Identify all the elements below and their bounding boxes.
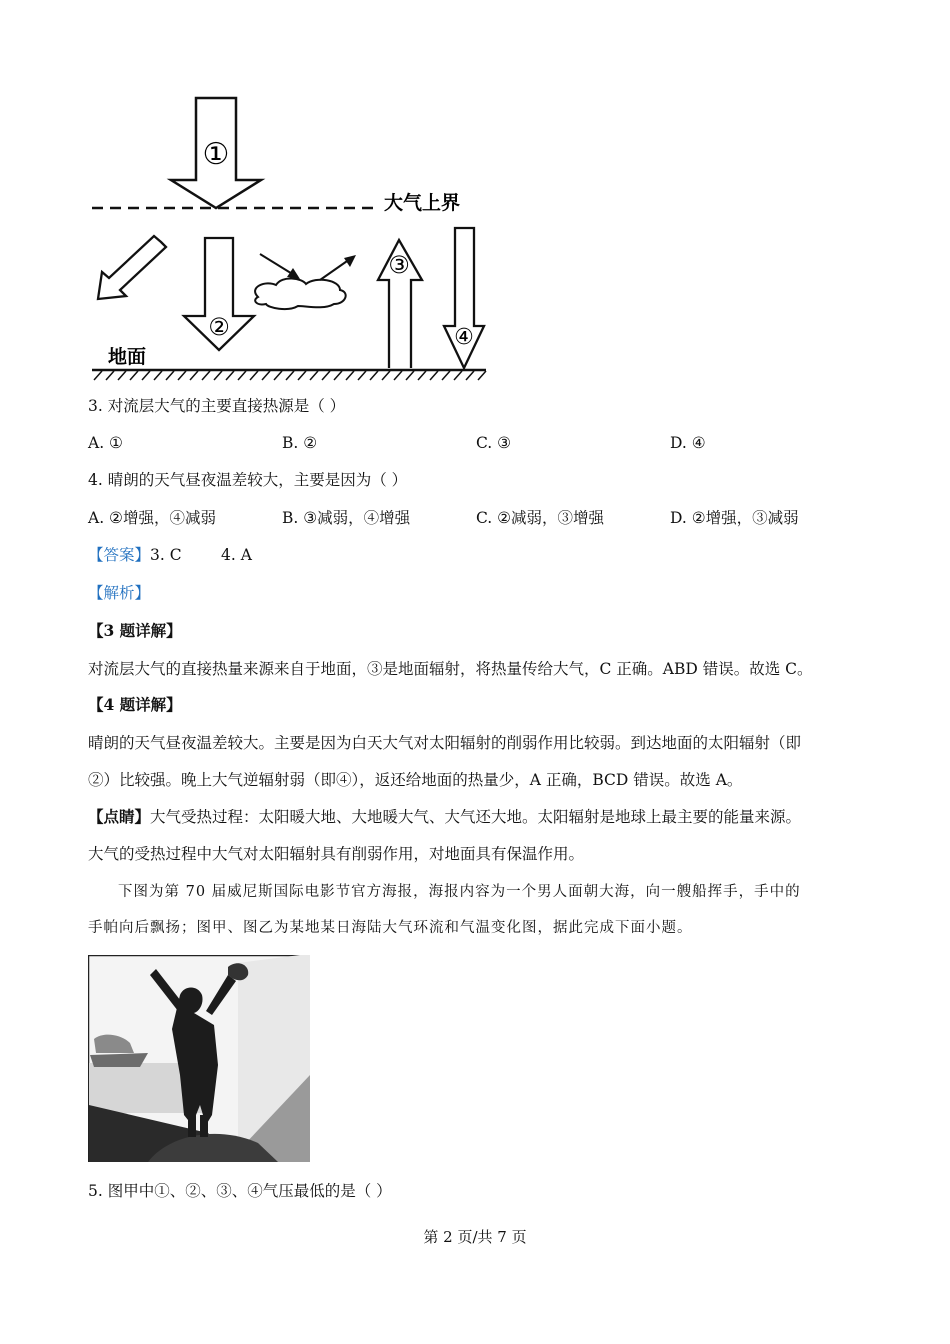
tip-tag: 【点睛】 [88,807,151,826]
q4-option-d[interactable]: D. ②增强，③减弱 [670,509,799,527]
analysis-tag: 【解析】 [88,584,151,602]
reflected-arrow [98,236,166,299]
q3-stem: 3. 对流层大气的主要直接热源是（ ） [88,397,346,415]
answer-tag: 【答案】 [88,546,151,564]
page-footer: 第 2 页/共 7 页 [423,1228,527,1246]
q4-stem: 4. 晴朗的天气昼夜温差较大，主要是因为（ ） [88,471,408,489]
detail4-tag: 【4 题详解】 [88,695,182,714]
boat [90,1053,148,1067]
detail3-tag: 【3 题详解】 [88,621,182,640]
arrow-1-mark: ① [202,137,230,172]
detail4-text-line1: 晴朗的天气昼夜温差较大。主要是因为白天大气对太阳辐射的削弱作用比较弱。到达地面的太阳辐射（即 [88,734,802,752]
tip-line1 [88,806,801,828]
cloud-incoming-arrow [260,254,294,275]
answer-text: 3. C 4. A [150,546,252,564]
answer-line [88,544,252,566]
q4-option-b[interactable]: B. ③减弱，④增强 [282,509,411,527]
tip-line2: 大气的受热过程中大气对太阳辐射具有削弱作用，对地面具有保温作用。 [88,845,585,863]
atmosphere-boundary-label: 大气上界 [384,192,461,214]
intro-line1: 下图为第 70 届威尼斯国际电影节官方海报，海报内容为一个男人面朝大海，向一艘船挥手，手中的 [118,884,801,900]
q4-option-a[interactable]: A. ②增强，④减弱 [88,509,216,527]
q3-option-c[interactable]: C. ③ [476,434,512,452]
ground-hatching [94,371,486,380]
cloud-shape [255,278,346,309]
cloud-outgoing-arrow [320,259,350,280]
ground-label: 地面 [108,346,147,368]
q4-option-c[interactable]: C. ②减弱，③增强 [476,509,605,527]
intro-line2: 手帕向后飘扬；图甲、图乙为某地某日海陆大气环流和气温变化图，据此完成下面小题。 [88,920,693,936]
detail3-text: 对流层大气的直接热量来源来自于地面，③是地面辐射，将热量传给大气，C 正确。ABD 错误。故选 C。 [88,660,813,678]
arrow-3-mark: ③ [388,251,410,279]
q3-option-b[interactable]: B. ② [282,434,318,452]
arrow-2-mark: ② [208,313,230,341]
arrow-4-mark: ④ [454,325,474,350]
radiation-diagram [88,92,493,382]
q3-option-a[interactable]: A. ① [88,434,123,452]
q5-stem: 5. 图甲中①、②、③、④气压最低的是（ ） [88,1182,392,1200]
detail4-text-line2: ②）比较强。晚上大气逆辐射弱（即④），返还给地面的热量少，A 正确，BCD 错误。故选 A。 [88,771,743,789]
venice-film-festival-poster [88,955,310,1162]
q3-option-d[interactable]: D. ④ [670,434,706,452]
tip-text-1: 大气受热过程：太阳暖大地、大地暖大气、大气还大地。太阳辐射是地球上最主要的能量来源。 [150,808,802,826]
